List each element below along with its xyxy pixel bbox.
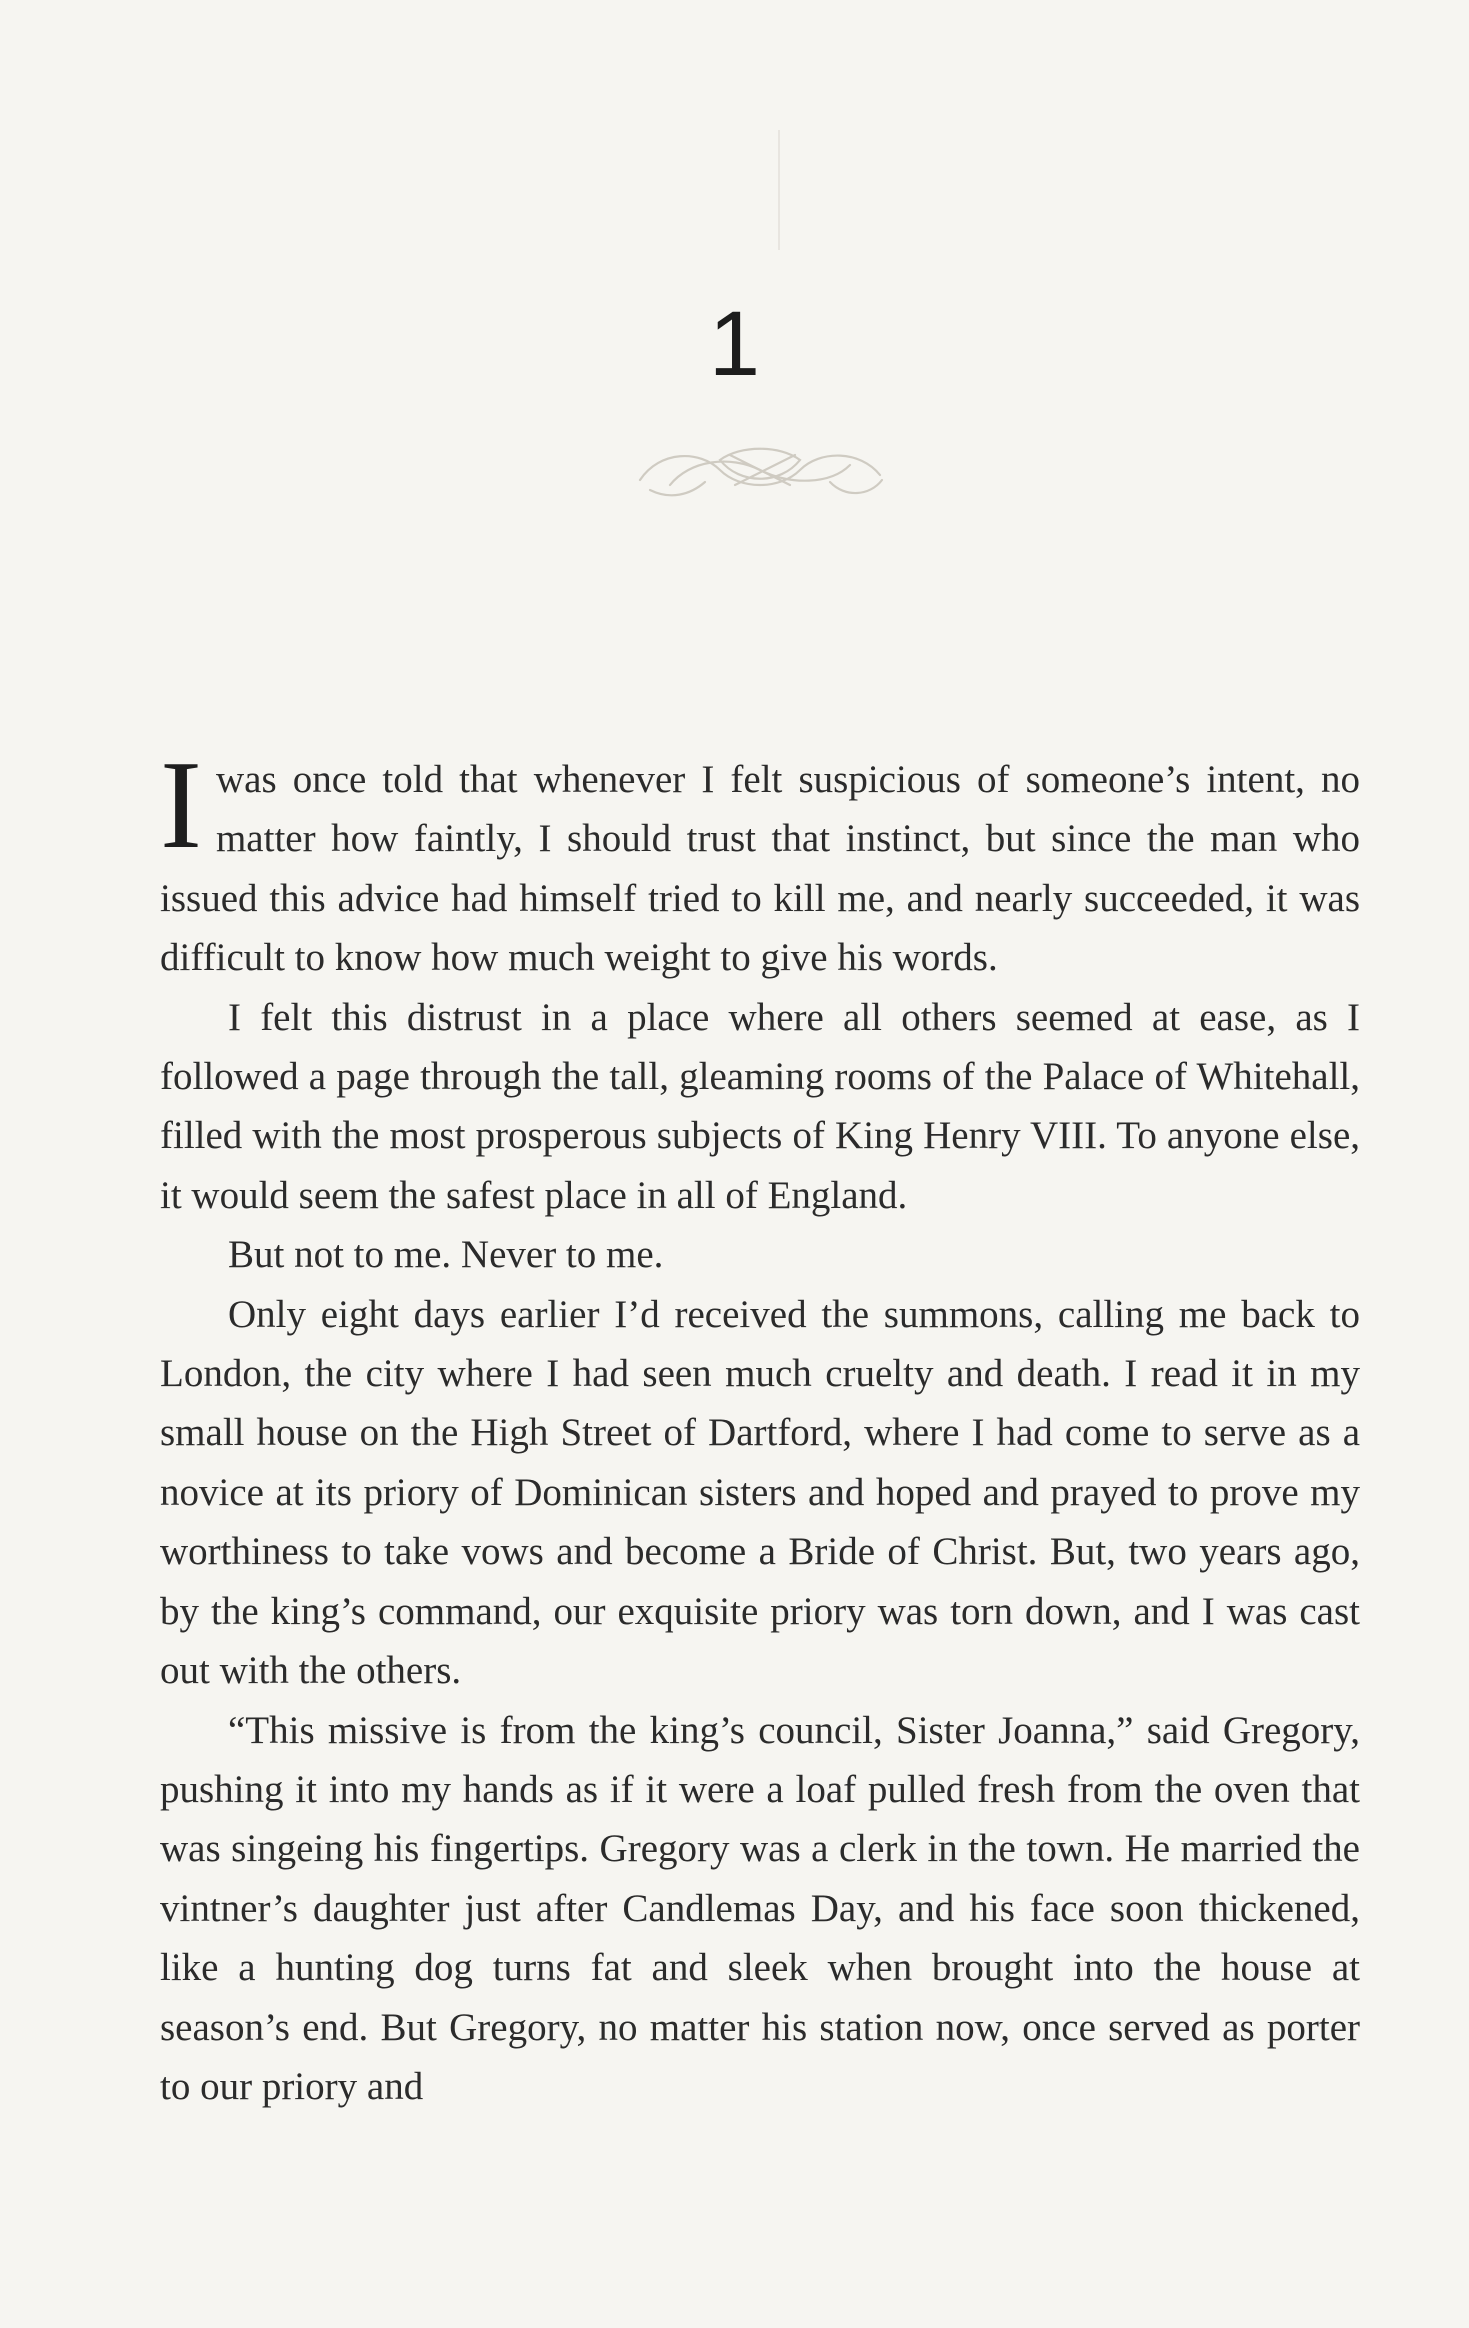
paragraph-4: Only eight days earlier I’d received the summons, calling me back to London, the city where I had seen much cruelty and death. I read it in my small house on the High Street of Dartford, where I had come to serve as a novice at its priory of Dominican sisters and hoped and prayed to prove my worthiness to take vows and become a Bride of Christ. But, two years ago, by the king’s command, our exquisite priory was torn down, and I was cast out with the others. — [160, 1292, 1360, 1693]
chapter-number: 1 — [708, 293, 761, 395]
drop-cap: I — [160, 736, 202, 875]
chapter-body — [160, 736, 1360, 2116]
flourish-ornament-icon — [630, 430, 890, 510]
paragraph-1 — [160, 736, 1360, 988]
page-mark — [778, 130, 780, 250]
paragraph-3: But not to me. Never to me. — [228, 1233, 664, 1277]
paragraph-1-text: was once told that whenever I felt suspicious of someone’s intent, no matter how faintly, I should trust that instinct, but since the man who issued this advice had himself tried to kill me, and nearly succeeded, it was difficult to know how much weight to give his words. — [160, 758, 1360, 980]
paragraph-2: I felt this distrust in a place where all others seemed at ease, as I followed a page through the tall, gleaming rooms of the Palace of Whitehall, filled with the most prosperous subjects of King Henry VIII. To anyone else, it would seem the safest place in all of England. — [160, 995, 1360, 1217]
paragraph-5: “This missive is from the king’s council, Sister Joanna,” said Gregory, pushing it into my hands as if it were a loaf pulled fresh from the oven that was singeing his fingertips. Gregory was a clerk in the town. He married the vintner’s daughter just after Candlemas Day, and his face soon thickened, like a hunting dog turns fat and sleek when brought into the house at season’s end. But Gregory, no matter his station now, once served as porter to our priory and — [160, 1708, 1360, 2108]
